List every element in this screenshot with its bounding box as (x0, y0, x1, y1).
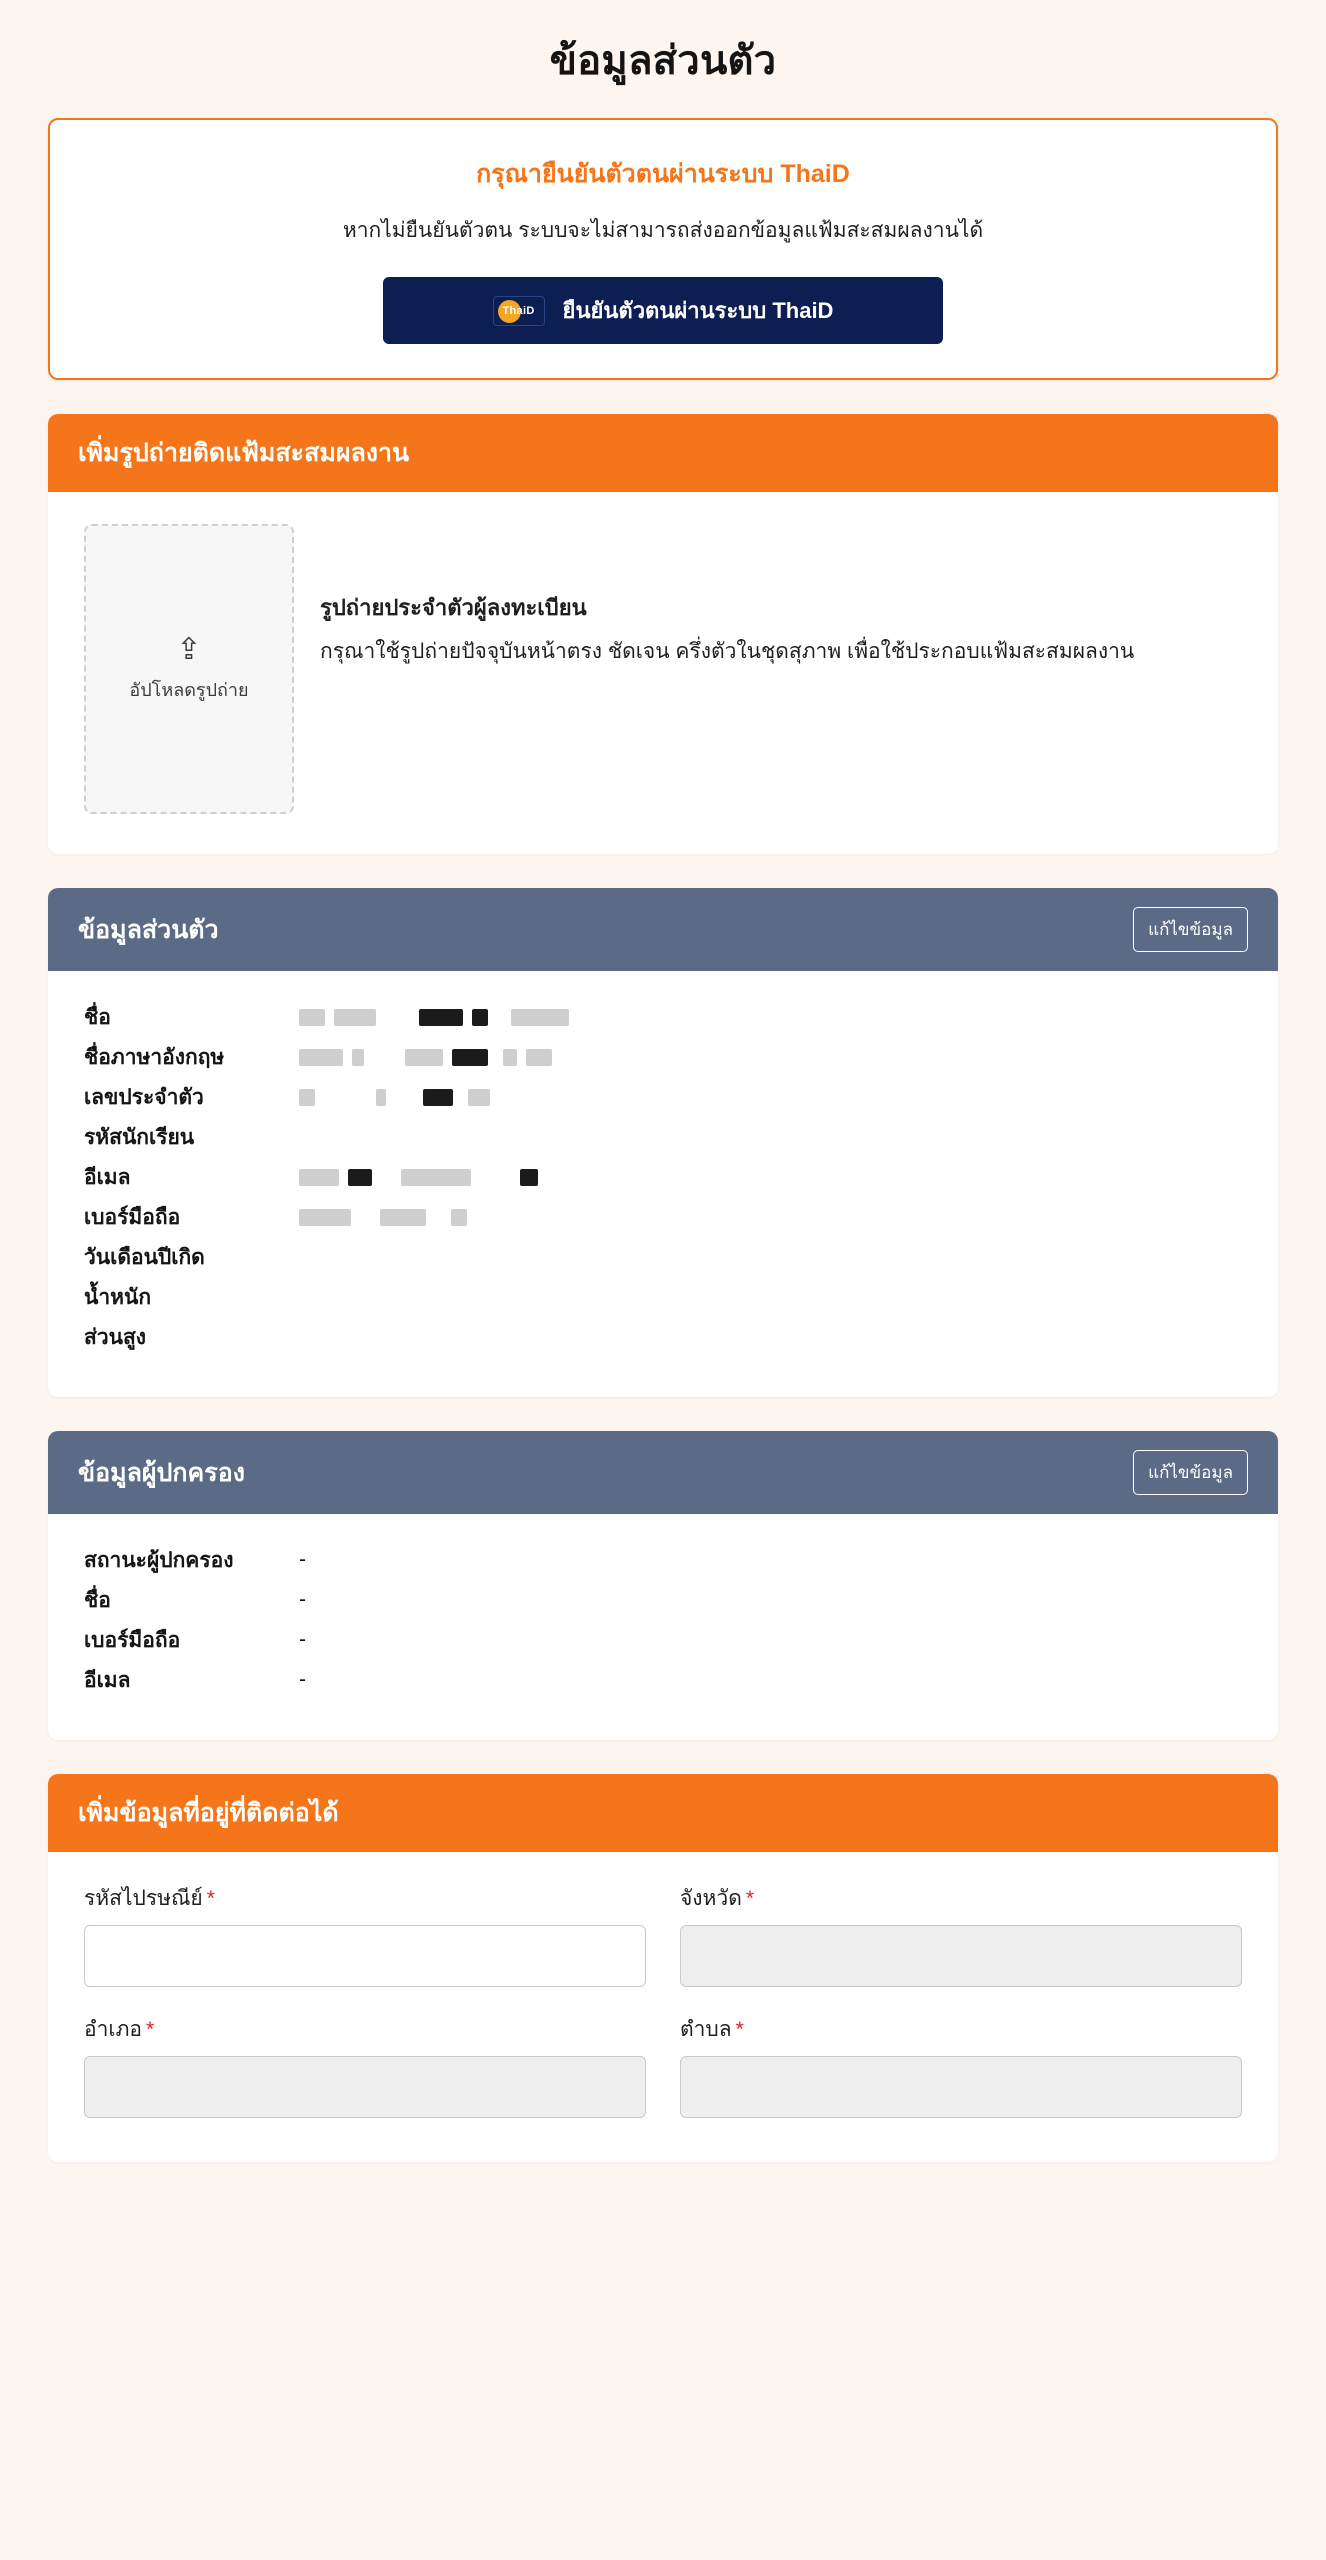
required-marker: * (206, 1887, 215, 1910)
address-card (48, 1774, 1278, 2162)
thaid-verify-button-label: ยืนยันตัวตนผ่านระบบ ThaiD (562, 298, 834, 323)
required-marker: * (146, 2018, 155, 2041)
required-marker: * (745, 1887, 755, 1910)
field-label (680, 2013, 1242, 2046)
thaid-verify-button[interactable] (383, 277, 943, 344)
table-row (84, 1540, 1242, 1580)
field-label-text: อำเภอ (84, 2018, 143, 2041)
info-label: เบอร์มือถือ (84, 1205, 181, 1229)
field-district (84, 2013, 646, 2118)
photo-card-title: เพิ่มรูปถ่ายติดแฟ้มสะสมผลงาน (78, 439, 410, 467)
info-label: เบอร์มือถือ (84, 1628, 181, 1652)
edit-guardian-info-button[interactable]: แก้ไขข้อมูล (1133, 1450, 1248, 1495)
photo-upload-dropzone[interactable] (84, 524, 294, 814)
info-value: - (299, 1548, 306, 1571)
info-label: อีเมล (84, 1668, 131, 1692)
field-label-text: ตำบล (680, 2018, 732, 2041)
photo-upload-row (48, 492, 1278, 854)
page-title: ข้อมูลส่วนตัว (549, 39, 777, 83)
edit-personal-info-button[interactable]: แก้ไขข้อมูล (1133, 907, 1248, 952)
info-label: ชื่อ (84, 1588, 111, 1612)
info-label: อีเมล (84, 1165, 131, 1189)
photo-upload-label: อัปโหลดรูปถ่าย (129, 679, 249, 700)
table-row (84, 1037, 1242, 1077)
guardian-info-title: ข้อมูลผู้ปกครอง (78, 1458, 245, 1487)
district-input[interactable] (84, 2056, 646, 2118)
field-province (680, 1882, 1242, 1987)
thaid-logo-icon (493, 296, 545, 326)
province-input[interactable] (680, 1925, 1242, 1987)
personal-info-card (48, 888, 1278, 1397)
info-value (299, 1165, 547, 1189)
guardian-info-body (48, 1514, 1278, 1740)
info-label: รหัสนักเรียน (84, 1125, 195, 1149)
field-subdistrict (680, 2013, 1242, 2118)
info-label: ชื่อ (84, 1005, 111, 1029)
table-row (84, 1237, 1242, 1277)
info-label: น้ำหนัก (84, 1285, 152, 1309)
info-value: - (299, 1588, 306, 1611)
photo-requirement-title: รูปถ่ายประจำตัวผู้ลงทะเบียน (320, 595, 587, 620)
thaid-verify-subtitle: หากไม่ยืนยันตัวตน ระบบจะไม่สามารถส่งออกข้อมูลแฟ้มสะสมผลงานได้ (342, 219, 984, 242)
thaid-logo-text: ThaiD (502, 304, 535, 317)
guardian-info-card (48, 1431, 1278, 1740)
postcode-input[interactable] (84, 1925, 646, 1987)
info-value: - (299, 1628, 306, 1651)
photo-card (48, 414, 1278, 854)
personal-info-title: ข้อมูลส่วนตัว (78, 915, 219, 944)
table-row (84, 1580, 1242, 1620)
info-value (299, 1045, 561, 1069)
info-value (299, 1205, 476, 1229)
field-postcode (84, 1882, 646, 1987)
photo-card-header (48, 414, 1278, 492)
info-label: เลขประจำตัว (84, 1085, 204, 1109)
info-label: ชื่อภาษาอังกฤษ (84, 1045, 225, 1069)
field-label (84, 2013, 646, 2046)
field-label-text: จังหวัด (680, 1887, 742, 1910)
table-row (84, 997, 1242, 1037)
table-row (84, 1660, 1242, 1700)
info-value: - (299, 1668, 306, 1691)
info-label: วันเดือนปีเกิด (84, 1245, 205, 1269)
info-label: สถานะผู้ปกครอง (84, 1548, 234, 1572)
info-label: ส่วนสูง (84, 1325, 147, 1349)
address-form (48, 1852, 1278, 2162)
thaid-verify-card (48, 118, 1278, 380)
table-row (84, 1317, 1242, 1357)
upload-icon: ⇪ (176, 632, 202, 666)
required-marker: * (735, 2018, 744, 2041)
guardian-info-header (48, 1431, 1278, 1514)
thaid-verify-title: กรุณายืนยันตัวตนผ่านระบบ ThaiD (476, 160, 850, 188)
table-row (84, 1077, 1242, 1117)
field-label (680, 1882, 1242, 1915)
personal-info-header (48, 888, 1278, 971)
table-row (84, 1277, 1242, 1317)
info-value (299, 1085, 499, 1109)
table-row (84, 1117, 1242, 1157)
photo-upload-text (320, 524, 1134, 667)
field-label (84, 1882, 646, 1915)
address-card-title: เพิ่มข้อมูลที่อยู่ที่ติดต่อได้ (78, 1799, 339, 1827)
table-row (84, 1157, 1242, 1197)
personal-info-body (48, 971, 1278, 1397)
thaid-verify-box (50, 120, 1276, 378)
field-label-text: รหัสไปรษณีย์ (84, 1887, 203, 1910)
address-card-header (48, 1774, 1278, 1852)
photo-requirement-description: กรุณาใช้รูปถ่ายปัจจุบันหน้าตรง ชัดเจน ครึ่งตัวในชุดสุภาพ เพื่อใช้ประกอบแฟ้มสะสมผลงาน (320, 640, 1135, 663)
subdistrict-input[interactable] (680, 2056, 1242, 2118)
info-value (299, 1005, 578, 1029)
table-row (84, 1620, 1242, 1660)
table-row (84, 1197, 1242, 1237)
